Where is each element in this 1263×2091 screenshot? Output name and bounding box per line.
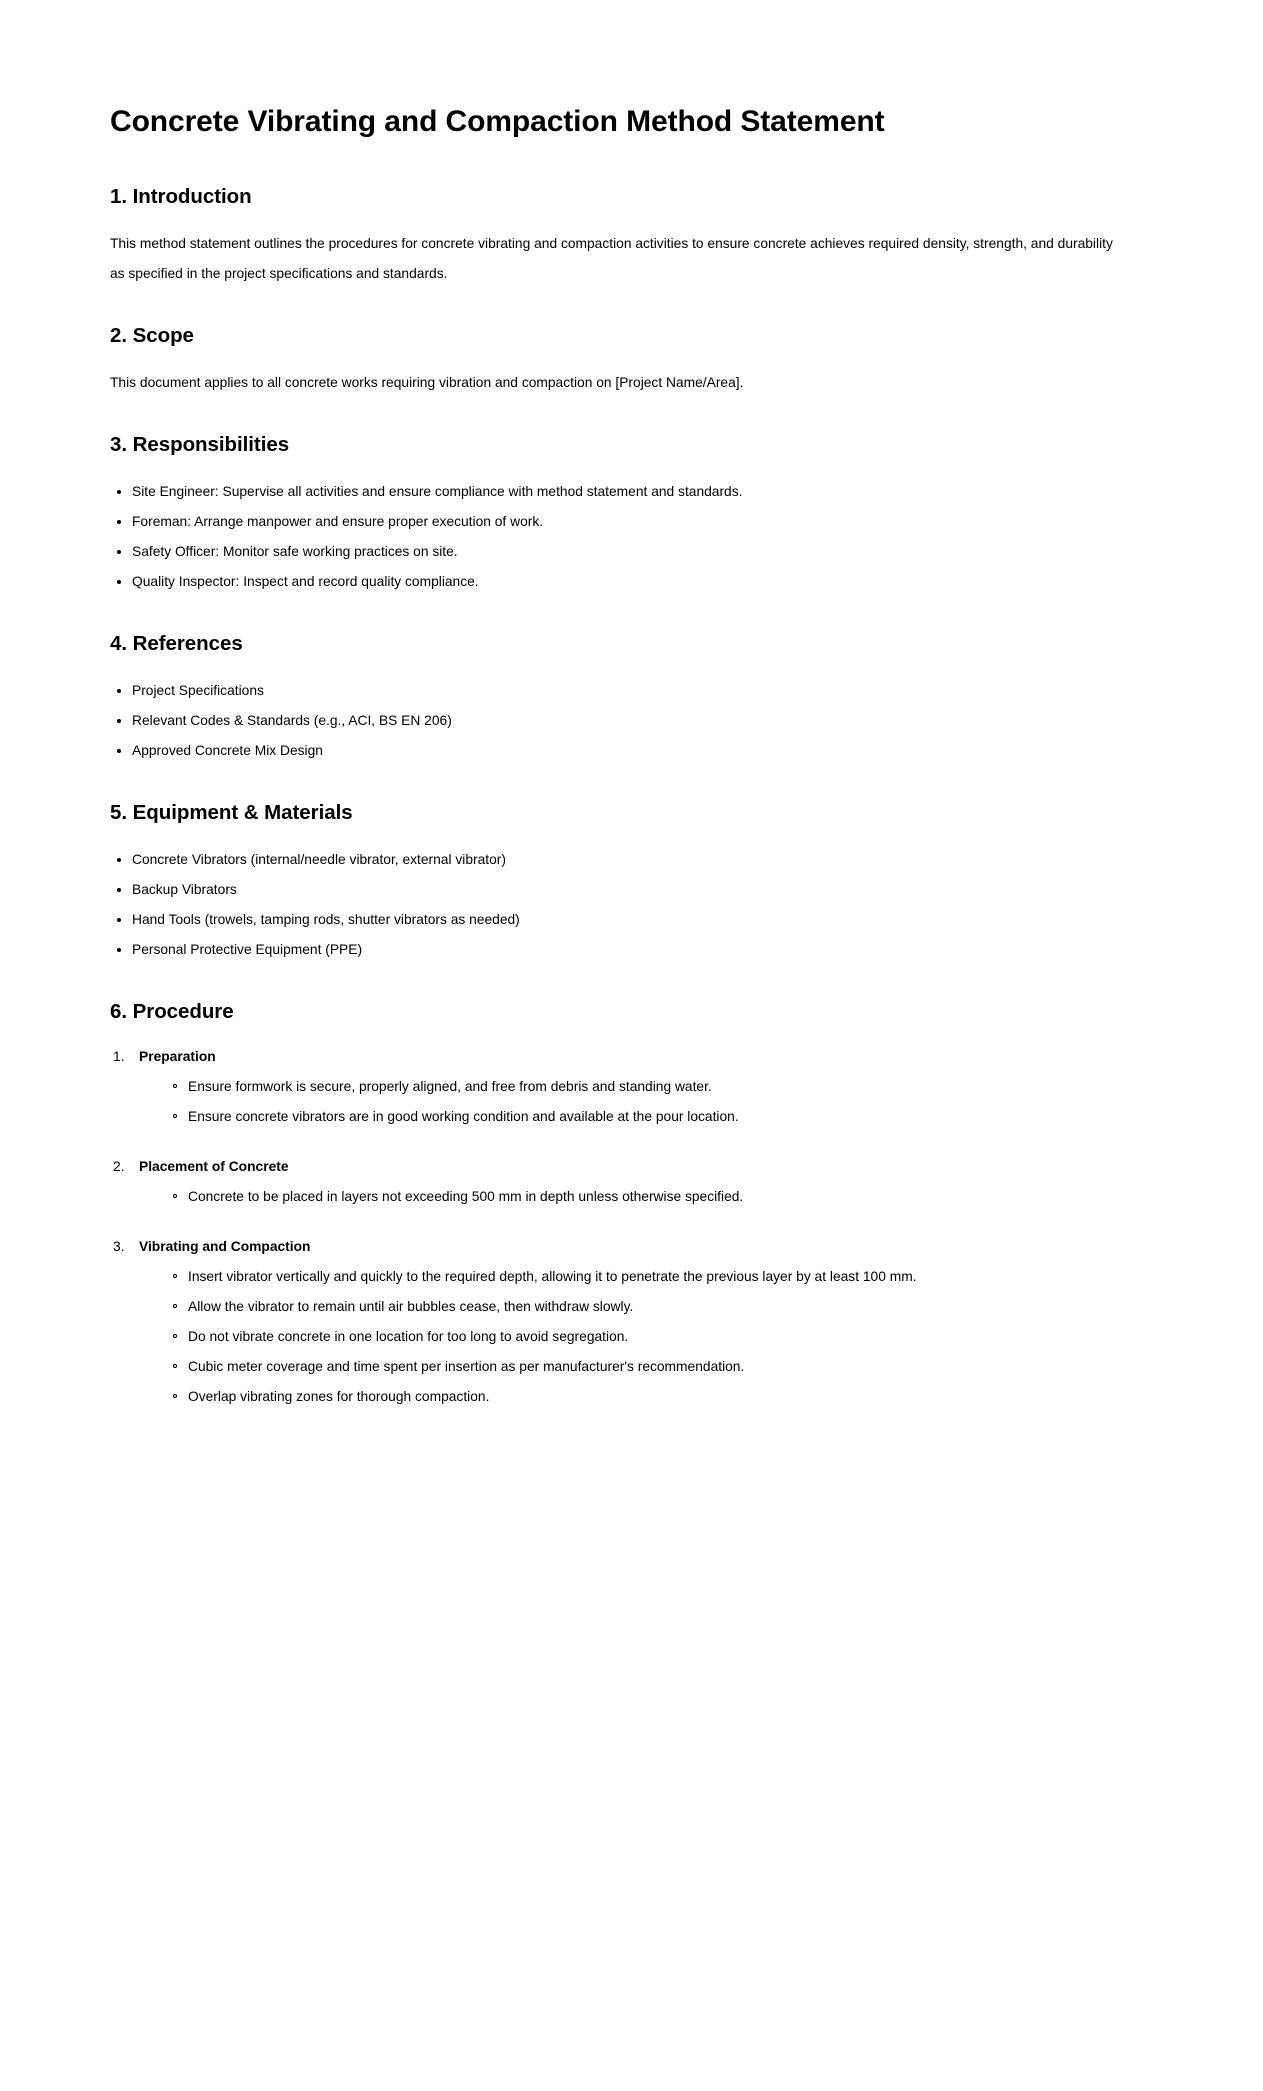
list-item: Relevant Codes & Standards (e.g., ACI, BS EN 206) bbox=[110, 706, 1114, 736]
scope-paragraph: This document applies to all concrete works requiring vibration and compaction on [Project Name/Area]. bbox=[110, 375, 744, 390]
section-heading-procedure: 6. Procedure bbox=[110, 1000, 234, 1023]
list-item: Allow the vibrator to remain until air bubbles cease, then withdraw slowly. bbox=[166, 1292, 1114, 1322]
list-item: Hand Tools (trowels, tamping rods, shutter vibrators as needed) bbox=[110, 905, 1114, 935]
procedure-step bbox=[110, 1234, 1114, 1412]
section-references bbox=[110, 631, 1114, 766]
procedure-step bbox=[110, 1154, 1114, 1212]
list-item: Do not vibrate concrete in one location for too long to avoid segregation. bbox=[166, 1322, 1114, 1352]
list-item: Site Engineer: Supervise all activities and ensure compliance with method statement and standards. bbox=[110, 477, 1114, 507]
list-item: Insert vibrator vertically and quickly to the required depth, allowing it to penetrate the previous layer by at least 100 mm. bbox=[166, 1262, 1114, 1292]
section-heading-equipment-materials: 5. Equipment & Materials bbox=[110, 801, 353, 824]
section-introduction bbox=[110, 184, 1114, 289]
list-item: Backup Vibrators bbox=[110, 875, 1114, 905]
list-item: Concrete Vibrators (internal/needle vibrator, external vibrator) bbox=[110, 845, 1114, 875]
list-item: Personal Protective Equipment (PPE) bbox=[110, 935, 1114, 965]
section-equipment-materials bbox=[110, 800, 1114, 965]
list-item: Concrete to be placed in layers not exceeding 500 mm in depth unless otherwise specified. bbox=[166, 1182, 1114, 1212]
list-item: Project Specifications bbox=[110, 676, 1114, 706]
list-item: Cubic meter coverage and time spent per insertion as per manufacturer's recommendation. bbox=[166, 1352, 1114, 1382]
section-scope bbox=[110, 323, 1114, 398]
procedure-step-sublist bbox=[139, 1072, 1114, 1132]
list-item: Foreman: Arrange manpower and ensure proper execution of work. bbox=[110, 507, 1114, 537]
introduction-paragraph: This method statement outlines the procedures for concrete vibrating and compaction activities to ensure concrete achieves required density, strength, and durability as specified in the project specifications and standards. bbox=[110, 236, 1113, 281]
procedure-step-sublist bbox=[139, 1182, 1114, 1212]
equipment-materials-list bbox=[110, 845, 1114, 965]
procedure-steps-list bbox=[110, 1044, 1114, 1412]
procedure-step-title: Vibrating and Compaction bbox=[139, 1239, 311, 1254]
section-heading-responsibilities: 3. Responsibilities bbox=[110, 433, 290, 456]
list-item: Safety Officer: Monitor safe working practices on site. bbox=[110, 537, 1114, 567]
procedure-step bbox=[110, 1044, 1114, 1132]
section-heading-references: 4. References bbox=[110, 632, 243, 655]
section-procedure bbox=[110, 999, 1114, 1412]
procedure-step-sublist bbox=[139, 1262, 1114, 1412]
section-heading-scope: 2. Scope bbox=[110, 324, 194, 347]
list-item: Ensure concrete vibrators are in good working condition and available at the pour location. bbox=[166, 1102, 1114, 1132]
references-list bbox=[110, 676, 1114, 766]
section-heading-introduction: 1. Introduction bbox=[110, 185, 252, 208]
list-item: Approved Concrete Mix Design bbox=[110, 736, 1114, 766]
list-item: Quality Inspector: Inspect and record quality compliance. bbox=[110, 567, 1114, 597]
responsibilities-list bbox=[110, 477, 1114, 597]
list-item: Ensure formwork is secure, properly aligned, and free from debris and standing water. bbox=[166, 1072, 1114, 1102]
method-statement-document bbox=[110, 104, 1114, 1412]
page-title: Concrete Vibrating and Compaction Method Statement bbox=[110, 105, 885, 138]
list-item: Overlap vibrating zones for thorough compaction. bbox=[166, 1382, 1114, 1412]
section-responsibilities bbox=[110, 432, 1114, 597]
procedure-step-title: Placement of Concrete bbox=[139, 1159, 289, 1174]
procedure-step-title: Preparation bbox=[139, 1049, 216, 1064]
